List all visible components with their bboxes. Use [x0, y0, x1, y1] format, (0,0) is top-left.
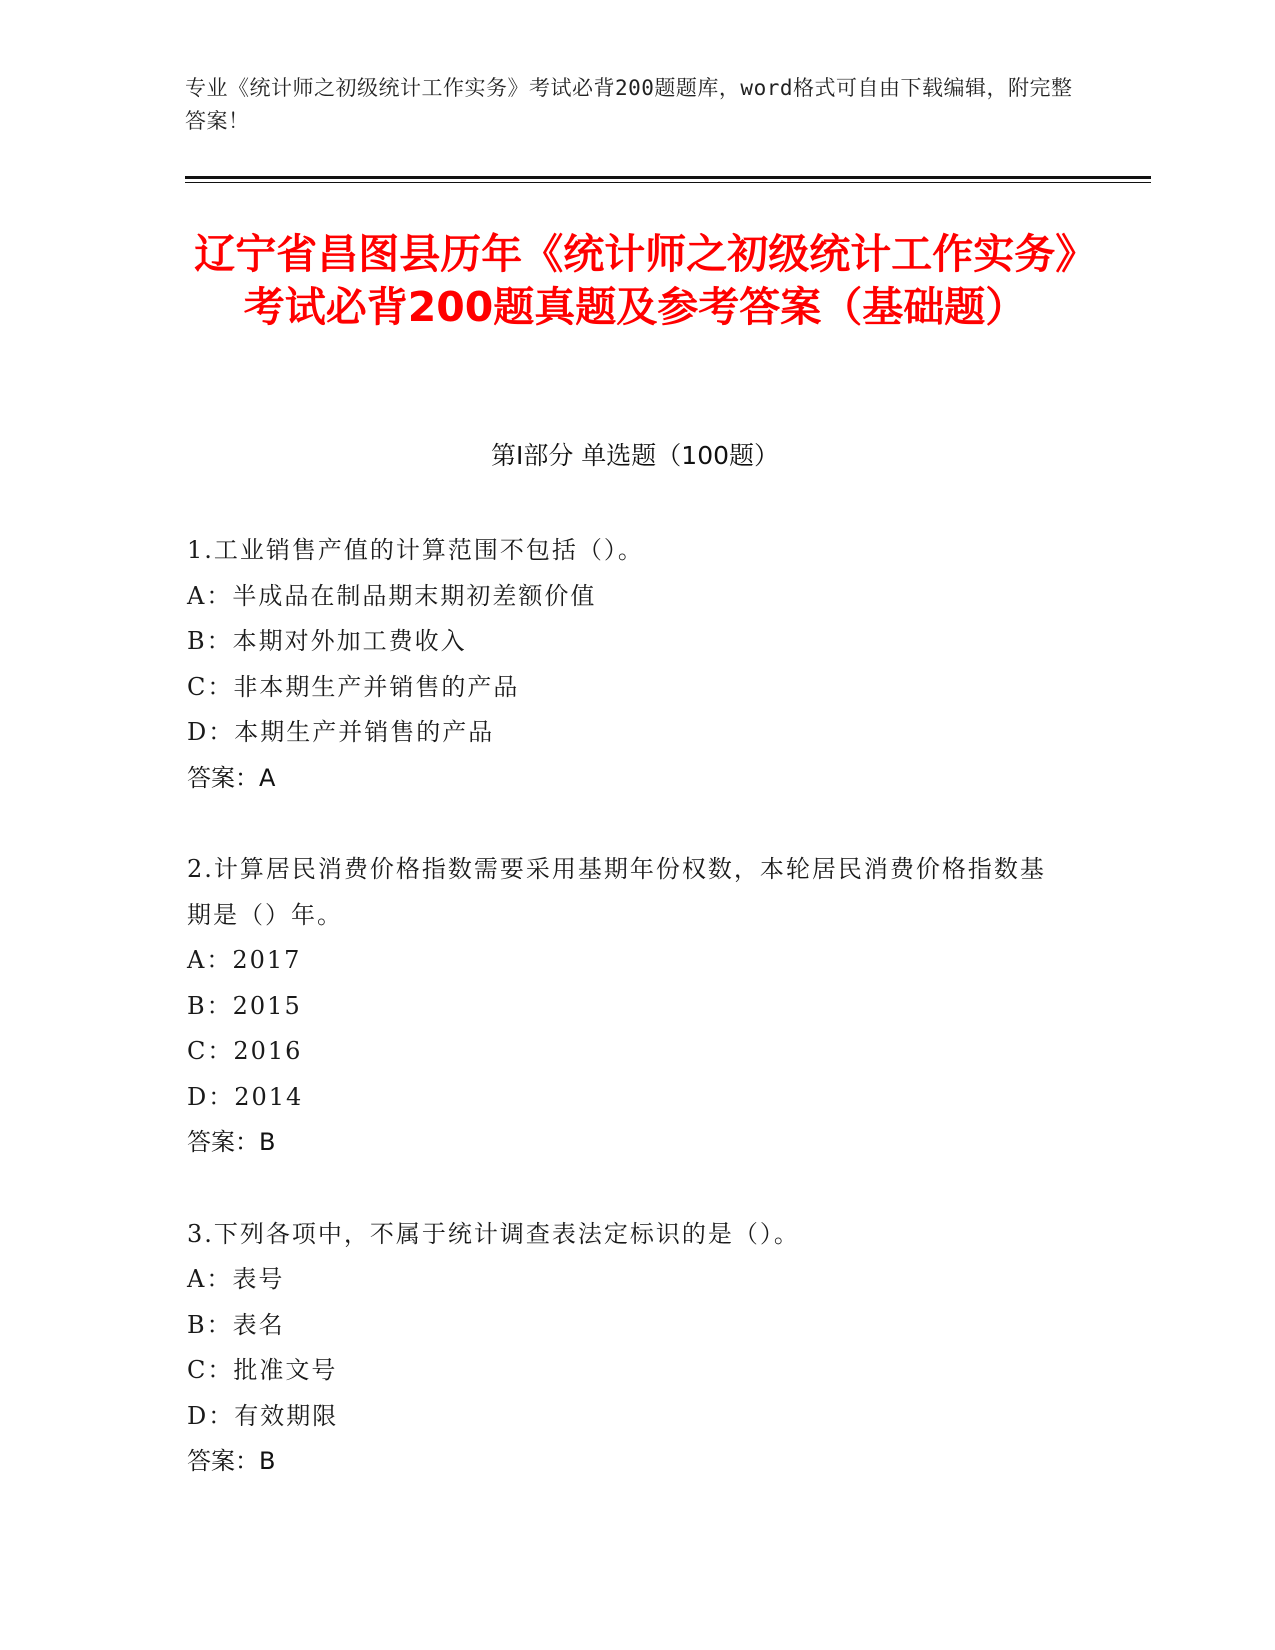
question-stem: 1.工业销售产值的计算范围不包括（）。: [187, 536, 644, 564]
header-divider-thick: [185, 176, 1151, 179]
option-a: A：2017: [187, 946, 302, 974]
answer-line: 答案：B: [187, 1447, 276, 1475]
option-a: A：半成品在制品期末期初差额价值: [187, 581, 597, 610]
question-block: [187, 1212, 1067, 1485]
question-block: [187, 528, 1067, 801]
answer-line: 答案：A: [187, 763, 276, 792]
option-b: B：本期对外加工费收入: [187, 627, 467, 655]
option-b: B：表名: [187, 1310, 285, 1339]
option-d: D：2014: [187, 1082, 304, 1111]
option-c: C：批准文号: [187, 1356, 338, 1384]
option-d: D：本期生产并销售的产品: [187, 718, 495, 746]
question-list: [187, 528, 1067, 1531]
option-d: D：有效期限: [187, 1401, 339, 1430]
question-stem: 2.计算居民消费价格指数需要采用基期年份权数，本轮居民消费价格指数基期是（）年。: [187, 855, 1046, 929]
option-c: C：2016: [187, 1037, 303, 1065]
header-divider-thin: [185, 182, 1151, 183]
option-c: C：非本期生产并销售的产品: [187, 672, 520, 701]
section-heading: 第I部分 单选题（100题）: [490, 441, 780, 470]
document-title: 辽宁省昌图县历年《统计师之初级统计工作实务》考试必背200题真题及参考答案（基础题）: [194, 230, 1076, 331]
question-stem: 3.下列各项中，不属于统计调查表法定标识的是（）。: [187, 1219, 800, 1248]
question-block: [187, 847, 1067, 1166]
option-a: A：表号: [187, 1265, 285, 1293]
answer-line: 答案：B: [187, 1128, 276, 1156]
option-b: B：2015: [187, 991, 302, 1020]
header-note: 专业《统计师之初级统计工作实务》考试必背200题题库，word格式可自由下载编辑，附完整答案！: [185, 76, 1073, 133]
